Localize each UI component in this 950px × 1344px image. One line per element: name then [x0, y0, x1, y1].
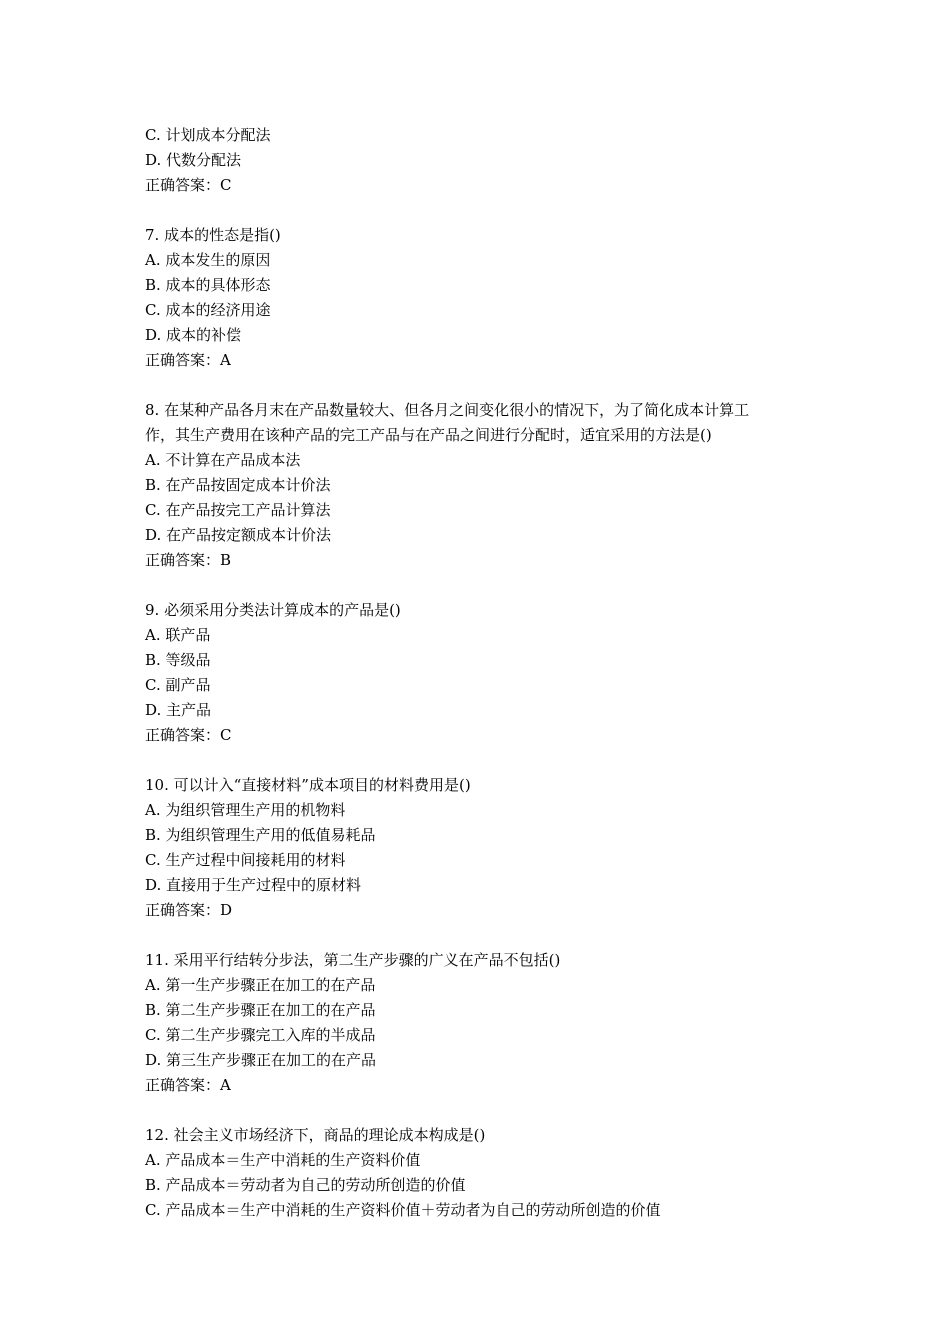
option-d: D. 代数分配法: [145, 151, 242, 169]
option-c: C. 在产品按完工产品计算法: [145, 501, 331, 519]
option-c: C. 成本的经济用途: [145, 301, 271, 319]
option-d: D. 直接用于生产过程中的原材料: [145, 876, 362, 894]
option-d: D. 成本的补偿: [145, 326, 242, 344]
spacer: [145, 573, 815, 598]
answer-line: 正确答案：C: [145, 176, 232, 194]
question-11: [145, 948, 815, 1098]
answer-line: 正确答案：A: [145, 1076, 231, 1094]
option-c: C. 计划成本分配法: [145, 126, 271, 144]
option-a: A. 为组织管理生产用的机物料: [145, 801, 346, 819]
question-8: [145, 398, 815, 573]
question-9: [145, 598, 815, 748]
option-b: B. 在产品按固定成本计价法: [145, 476, 331, 494]
option-a: A. 产品成本＝生产中消耗的生产资料价值: [145, 1151, 421, 1169]
document-page: [145, 123, 815, 1223]
option-a: A. 联产品: [145, 626, 211, 644]
option-a: A. 不计算在产品成本法: [145, 451, 301, 469]
question-6-continued: [145, 123, 815, 198]
question-stem-line-1: 8. 在某种产品各月末在产品数量较大、但各月之间变化很小的情况下，为了简化成本计算工: [145, 401, 750, 419]
question-stem: 7. 成本的性态是指(): [145, 226, 281, 244]
question-stem: 11. 采用平行结转分步法，第二生产步骤的广义在产品不包括(): [145, 951, 561, 969]
option-b: B. 成本的具体形态: [145, 276, 271, 294]
question-12: [145, 1123, 815, 1223]
answer-line: 正确答案：C: [145, 726, 232, 744]
question-10: [145, 773, 815, 923]
question-stem: 9. 必须采用分类法计算成本的产品是(): [145, 601, 401, 619]
answer-line: 正确答案：A: [145, 351, 231, 369]
answer-line: 正确答案：B: [145, 551, 232, 569]
option-c: C. 产品成本＝生产中消耗的生产资料价值＋劳动者为自己的劳动所创造的价值: [145, 1201, 661, 1219]
option-d: D. 在产品按定额成本计价法: [145, 526, 332, 544]
option-b: B. 第二生产步骤正在加工的在产品: [145, 1001, 376, 1019]
option-c: C. 第二生产步骤完工入库的半成品: [145, 1026, 376, 1044]
question-stem-line-2: 作，其生产费用在该种产品的完工产品与在产品之间进行分配时，适宜采用的方法是(): [145, 426, 712, 444]
option-a: A. 第一生产步骤正在加工的在产品: [145, 976, 376, 994]
answer-line: 正确答案：D: [145, 901, 233, 919]
question-7: [145, 223, 815, 373]
option-b: B. 为组织管理生产用的低值易耗品: [145, 826, 376, 844]
spacer: [145, 1098, 815, 1123]
question-stem: 12. 社会主义市场经济下，商品的理论成本构成是(): [145, 1126, 486, 1144]
option-b: B. 等级品: [145, 651, 211, 669]
option-c: C. 副产品: [145, 676, 211, 694]
question-stem: 10. 可以计入“直接材料”成本项目的材料费用是(): [145, 776, 471, 794]
spacer: [145, 198, 815, 223]
spacer: [145, 923, 815, 948]
spacer: [145, 748, 815, 773]
option-c: C. 生产过程中间接耗用的材料: [145, 851, 346, 869]
option-b: B. 产品成本＝劳动者为自己的劳动所创造的价值: [145, 1176, 466, 1194]
option-d: D. 第三生产步骤正在加工的在产品: [145, 1051, 377, 1069]
option-d: D. 主产品: [145, 701, 212, 719]
option-a: A. 成本发生的原因: [145, 251, 271, 269]
spacer: [145, 373, 815, 398]
